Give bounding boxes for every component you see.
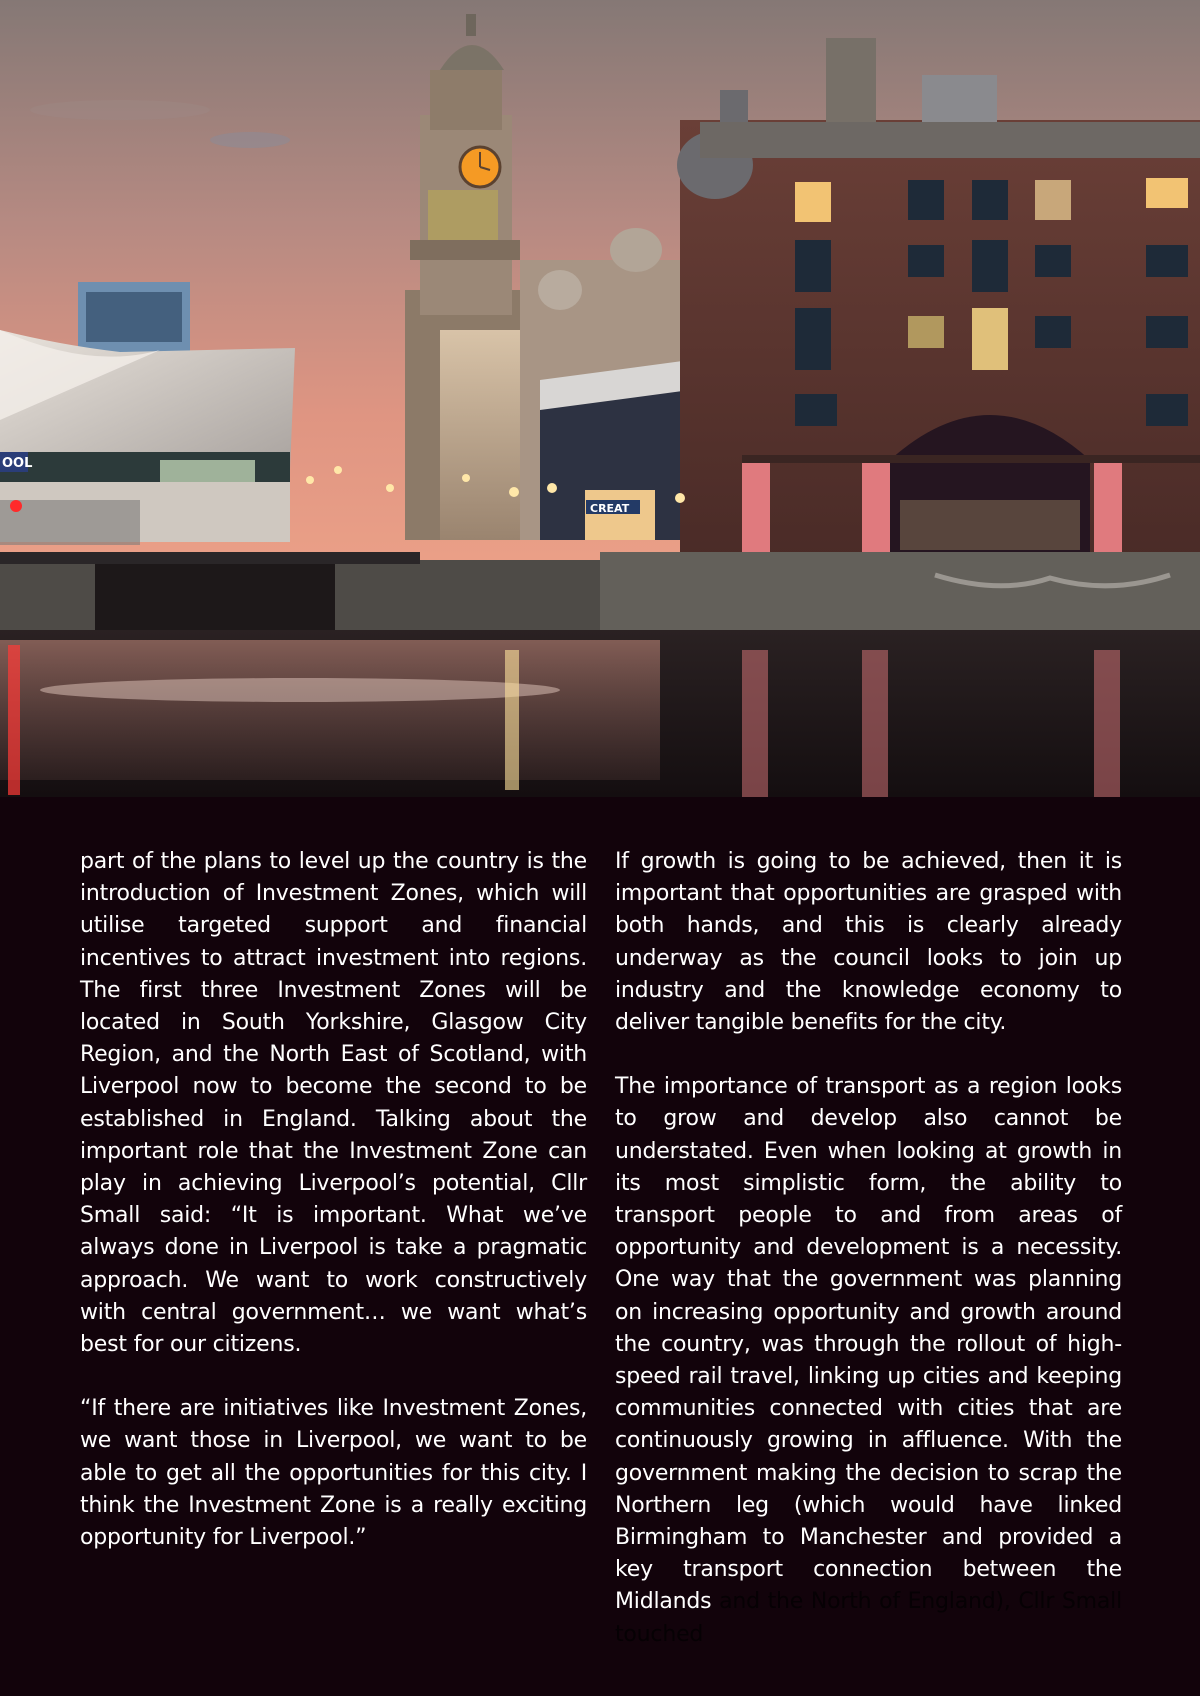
- paragraph: “If there are initiatives like Investment Zones, we want those in Liverpool, we want to be able to get all the opportunities for this city. I think the Investment Zone is a really exciting opportunity for Liverpool.”: [80, 1396, 587, 1551]
- liverpool-waterfront-dusk-photo: [0, 0, 1200, 797]
- article-body: [80, 846, 1122, 1647]
- paragraph: If growth is going to be achieved, then it is important that opportunities are grasped with both hands, and this is clearly already underway as the council looks to join up industry and the knowledge economy to deliver tangible benefits for the city.: [615, 849, 1122, 1036]
- faded-continuation-text: and the North of England), Cllr Small touched: [615, 1589, 1122, 1647]
- museum-sign-text: OOL: [2, 456, 33, 471]
- red-pillar: [742, 458, 770, 558]
- paragraph: [615, 1071, 1122, 1651]
- paragraph-text: The importance of transport as a region looks to grow and develop also cannot be understated. Even when looking at growth in its most simplistic form, the ability to transport people to and from areas of opportunity and development is a necessity. One way that the government was planning on increasing opportunity and growth around the country, was through the rollout of high-speed rail travel, linking up cities and keeping communities connected with cities that are continuously growing in affluence. With the government making the decision to scrap the Northern leg (which would have linked Birmingham to Manchester and provided a key transport connection between the Midlands: [615, 1074, 1122, 1615]
- red-pillar: [1094, 458, 1122, 558]
- shop-sign-text: CREAT: [590, 502, 630, 515]
- article-column-left: [80, 846, 587, 1606]
- hero-photo: [0, 0, 1200, 797]
- red-pillar: [862, 458, 890, 558]
- article-column-right: [615, 846, 1122, 1647]
- paragraph: part of the plans to level up the country is the introduction of Investment Zones, which will utilise targeted support and financial incentives to attract investment into regions. The first three Investment Zones will be located in South Yorkshire, Glasgow City Region, and the North East of Scotland, with Liverpool now to become the second to be established in England. Talking about the important role that the Investment Zone can play in achieving Liverpool’s potential, Cllr Small said: “It is important. What we’ve always done in Liverpool is take a pragmatic approach. We want to work constructively with central government… we want what’s best for our citizens.: [80, 849, 587, 1358]
